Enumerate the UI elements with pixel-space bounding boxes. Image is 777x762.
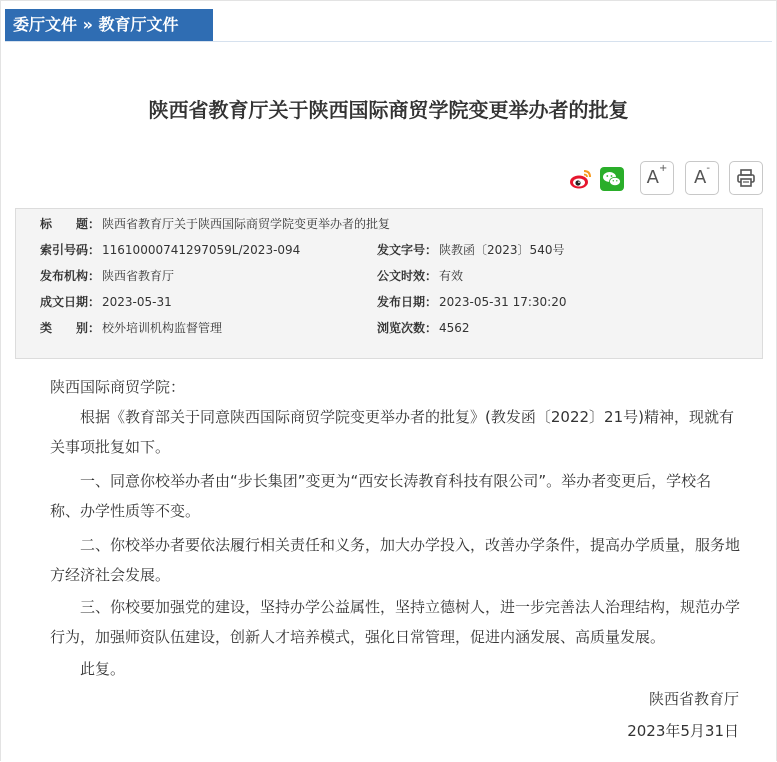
meta-index-label: 索引号码：: [40, 243, 101, 257]
print-button[interactable]: [729, 161, 763, 195]
weibo-share-button[interactable]: [569, 167, 593, 191]
meta-published-row: [377, 293, 566, 310]
paragraph-1: 根据《教育部关于同意陕西国际商贸学院变更举办者的批复》(教发函〔2022〕21号)精神，现就有关事项批复如下。: [50, 408, 734, 456]
breadcrumb-link-dept-docs[interactable]: 教育厅文件: [98, 15, 179, 34]
font-increase-button[interactable]: A+: [640, 161, 674, 195]
paragraph-3: 二、你校举办者要依法履行相关责任和义务，加大办学投入，改善办学条件，提高办学质量，服务地方经济社会发展。: [50, 536, 741, 584]
breadcrumb: [5, 9, 213, 41]
meta-title-value: 陕西省教育厅关于陕西国际商贸学院变更举办者的批复: [102, 217, 391, 231]
meta-category-value: 校外培训机构监督管理: [102, 321, 223, 335]
page-title: 陕西省教育厅关于陕西国际商贸学院变更举办者的批复: [148, 98, 629, 122]
meta-published-value: 2023-05-31 17:30:20: [439, 295, 567, 309]
meta-index-row: [40, 241, 300, 258]
paragraph-2: 一、同意你校举办者由“步长集团”变更为“西安长涛教育科技有限公司”。举办者变更后，学校名称、办学性质等不变。: [50, 472, 712, 520]
meta-category-label: 类 别：: [40, 321, 101, 335]
signer: 陕西省教育厅: [648, 690, 739, 708]
meta-title-label: 标 题：: [40, 217, 101, 231]
wechat-share-button[interactable]: [600, 167, 624, 191]
salutation: 陕西国际商贸学院：: [50, 378, 186, 396]
weibo-icon: [569, 167, 593, 191]
meta-docno-value: 陕教函〔2023〕540号: [439, 243, 565, 257]
font-decrease-button[interactable]: A-: [685, 161, 719, 195]
closing: 此复。: [80, 660, 126, 678]
meta-title-row: [40, 215, 390, 232]
sign-date: 2023年5月31日: [627, 722, 739, 740]
meta-published-label: 发布日期：: [377, 295, 438, 309]
meta-written-value: 2023-05-31: [102, 295, 172, 309]
breadcrumb-divider: [5, 41, 772, 42]
meta-docno-row: [377, 241, 564, 258]
meta-issuer-value: 陕西省教育厅: [102, 269, 175, 283]
meta-category-row: [40, 319, 222, 336]
wechat-icon: [600, 167, 624, 191]
meta-validity-value: 有效: [439, 269, 464, 283]
meta-issuer-label: 发布机构：: [40, 269, 101, 283]
document-metadata-panel: [15, 208, 763, 359]
meta-validity-row: [377, 267, 463, 284]
breadcrumb-link-committee-docs[interactable]: 委厅文件: [13, 15, 78, 34]
meta-validity-label: 公文时效：: [377, 269, 438, 283]
paragraph-4: 三、你校要加强党的建设，坚持办学公益属性，坚持立德树人，进一步完善法人治理结构，规范办学行为，加强师资队伍建设，创新人才培养模式，强化日常管理，促进内涵发展、高质量发展。: [50, 598, 741, 646]
meta-written-label: 成文日期：: [40, 295, 101, 309]
print-icon: [736, 168, 756, 188]
meta-written-row: [40, 293, 172, 310]
meta-docno-label: 发文字号：: [377, 243, 438, 257]
meta-views-value: 4562: [439, 321, 470, 335]
meta-views-row: [377, 319, 470, 336]
meta-index-value: 11610000741297059L/2023-094: [102, 243, 301, 257]
meta-issuer-row: [40, 267, 174, 284]
meta-views-label: 浏览次数：: [377, 321, 438, 335]
breadcrumb-separator: »: [82, 15, 93, 34]
